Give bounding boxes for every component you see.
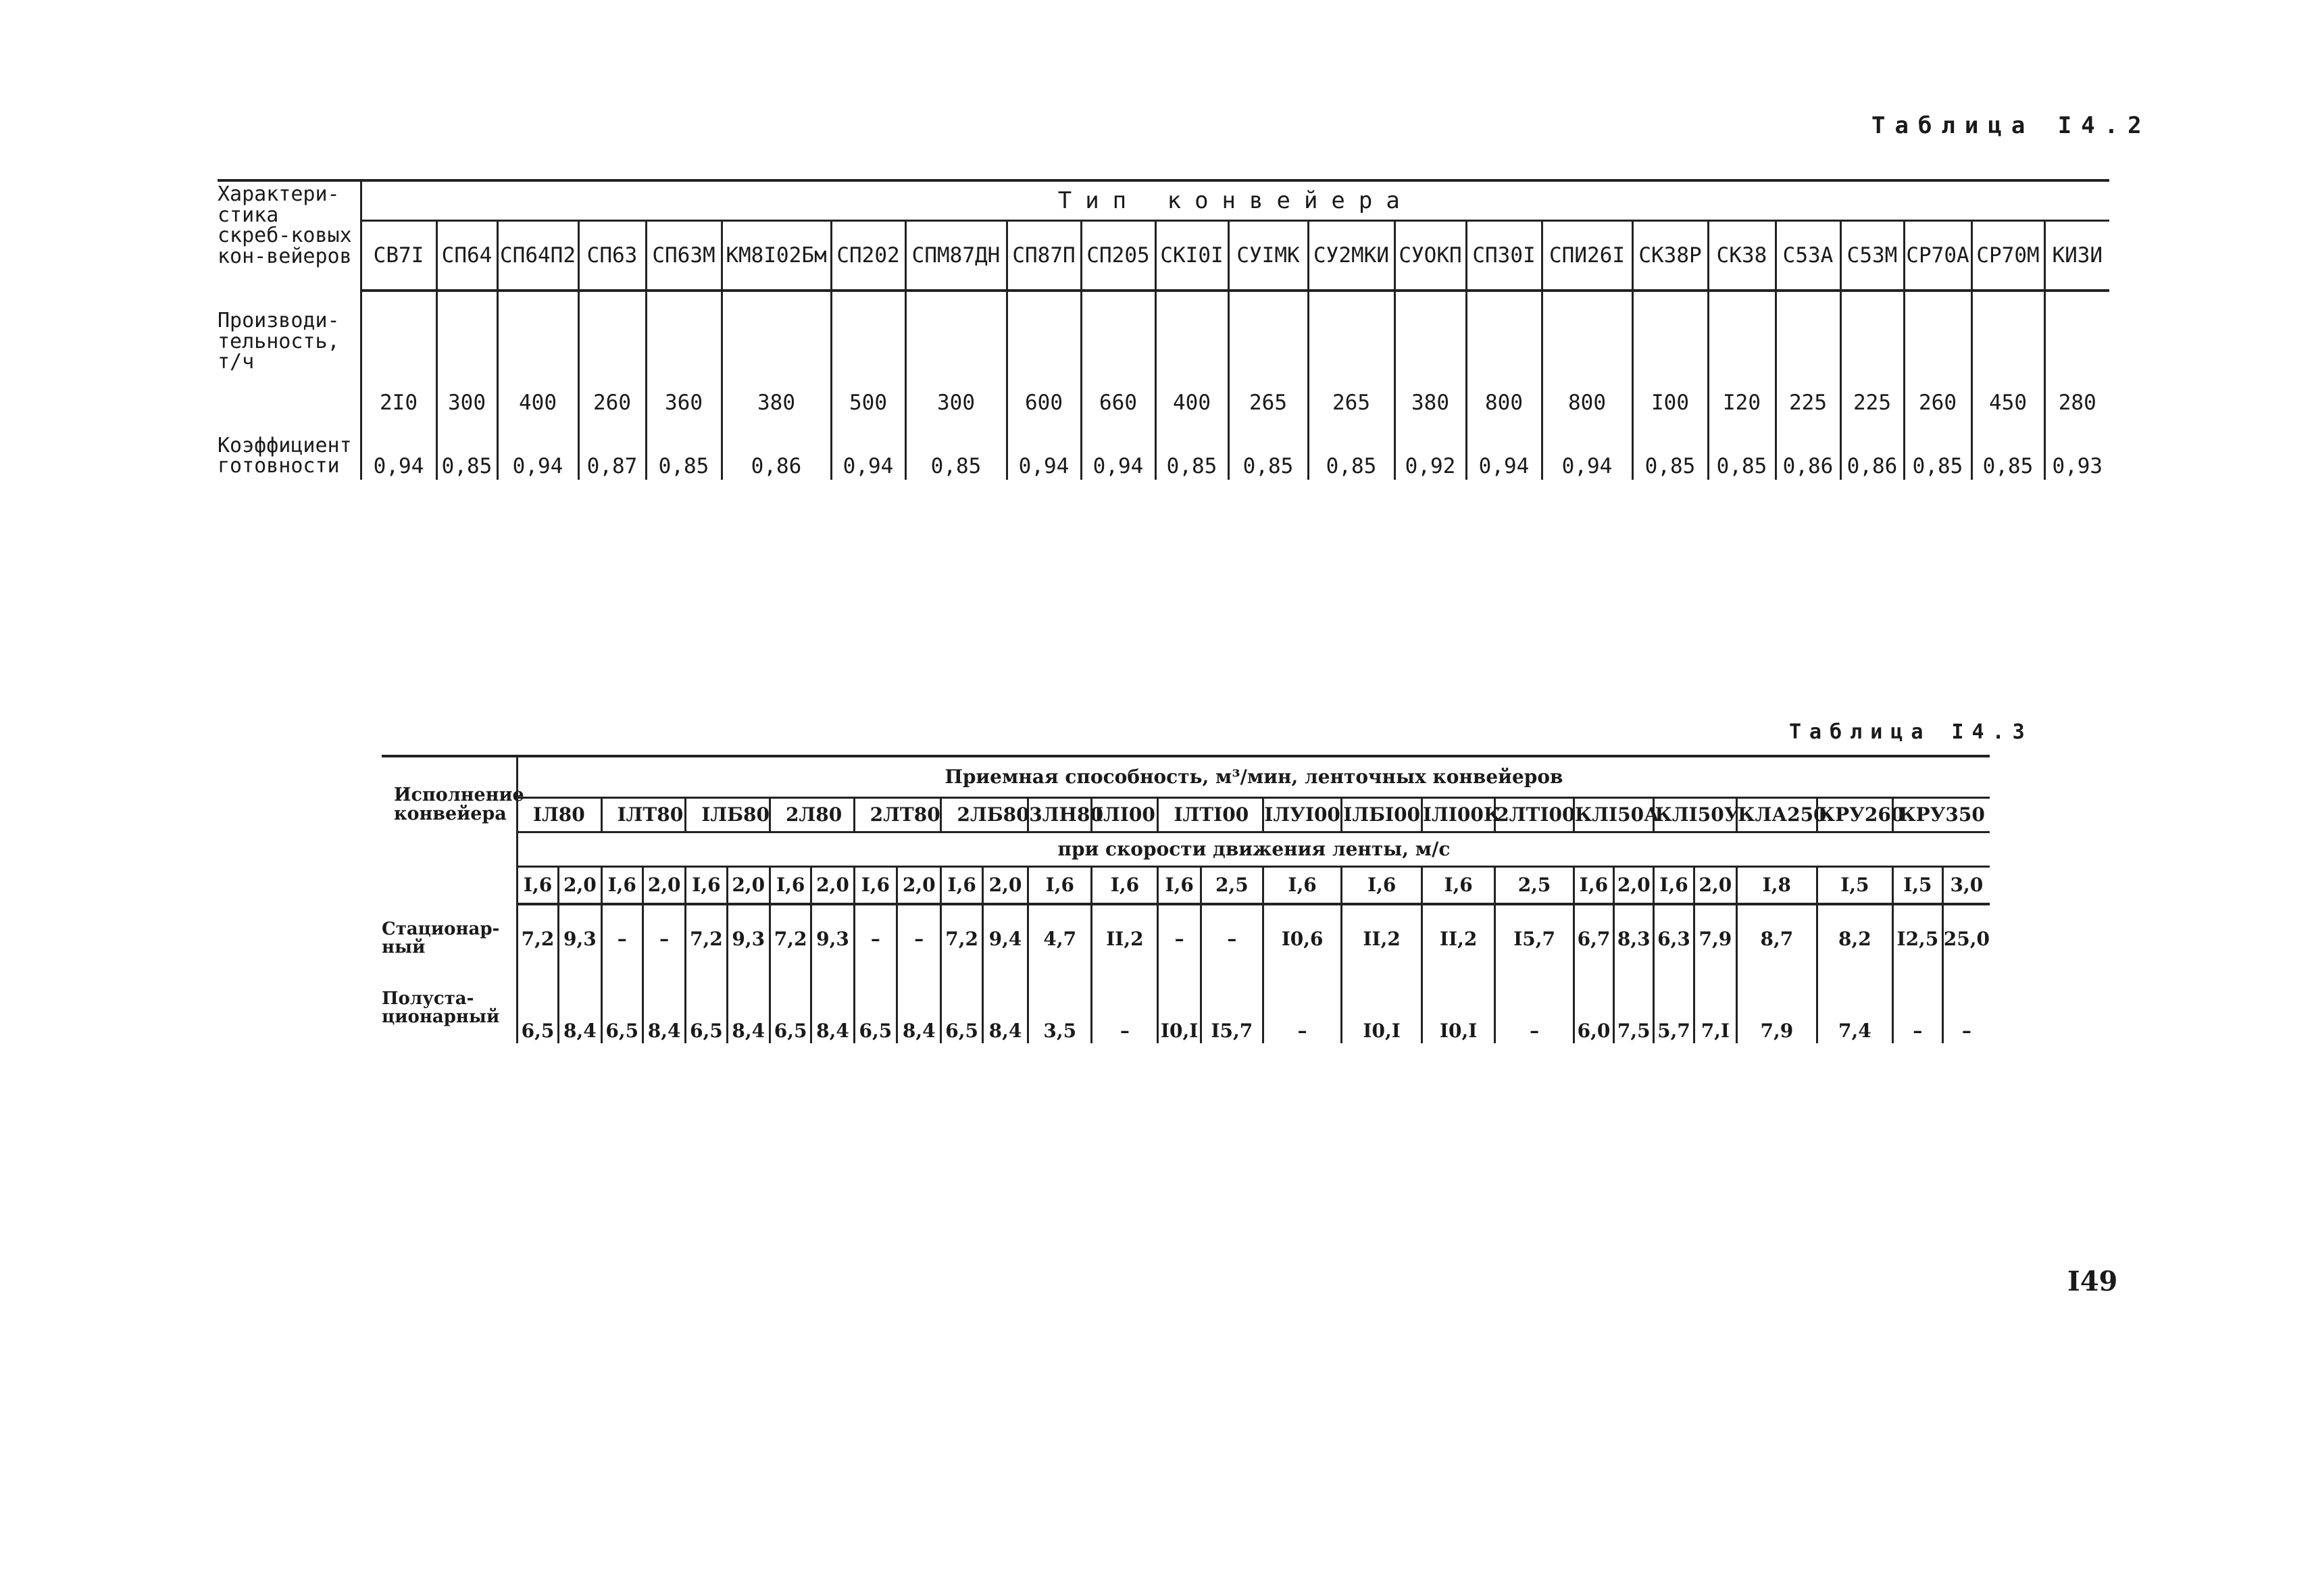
t143-cell: 7,5 — [1614, 973, 1654, 1043]
t143-cell: 7,4 — [1817, 973, 1892, 1043]
t142-model: СК38Р — [1632, 221, 1708, 291]
t143-cell: 7,2 — [941, 904, 982, 973]
t143-row-semistationary — [382, 973, 1990, 1043]
t142-cell: 380 — [1394, 291, 1466, 427]
t142-cell: 660 — [1081, 291, 1155, 427]
t142-cell: 0,85 — [1228, 427, 1308, 480]
t143-speed: I,8 — [1737, 867, 1817, 905]
t143-model: КЛI50А — [1574, 798, 1654, 832]
t142-cell: 0,85 — [1971, 427, 2044, 480]
t142-cell: 0,85 — [436, 427, 497, 480]
t142-cell: 0,86 — [1776, 427, 1840, 480]
t143-speed: 2,5 — [1495, 867, 1574, 905]
t143-model: IЛ80 — [517, 798, 601, 832]
t143-cell: 6,5 — [941, 973, 982, 1043]
t142-cell: 225 — [1840, 291, 1904, 427]
t142-cell: 265 — [1228, 291, 1308, 427]
t143-model: IЛБI00 — [1342, 798, 1422, 832]
t143-row-stationary — [382, 904, 1990, 973]
t142-model: СП205 — [1081, 221, 1155, 291]
t143-speed: I,6 — [941, 867, 982, 905]
t143-speed: 2,0 — [982, 867, 1028, 905]
t142-cell: 0,85 — [1904, 427, 1971, 480]
t143-cell: I0,I — [1422, 973, 1494, 1043]
t143-cell: 9,4 — [982, 904, 1028, 973]
t142-cell: 0,94 — [1466, 427, 1542, 480]
t143-cell: 8,4 — [727, 973, 770, 1043]
t143-model: IЛТ80 — [601, 798, 686, 832]
t142-cell: 300 — [905, 291, 1007, 427]
t143-speed: I,6 — [601, 867, 643, 905]
t143-model: 3ЛН80 — [1028, 798, 1092, 832]
t143-cell: 6,5 — [517, 973, 558, 1043]
t143-speed: 2,0 — [1614, 867, 1654, 905]
t143-speed: 2,0 — [1694, 867, 1736, 905]
t143-cell: 25,0 — [1942, 904, 1990, 973]
t143-cell: 7,2 — [770, 904, 811, 973]
page-number: I49 — [2067, 1266, 2118, 1297]
t142-cell: 2I0 — [361, 291, 436, 427]
t142-cell: 0,94 — [1542, 427, 1632, 480]
t142-row-label: Коэффициент готовности — [218, 433, 352, 478]
t142-cell: 0,94 — [497, 427, 578, 480]
t143-cell: I0,6 — [1263, 904, 1342, 973]
t143-speed: I,6 — [686, 867, 727, 905]
t143-model: 2ЛТI00 — [1495, 798, 1574, 832]
t143-model: IЛТI00 — [1158, 798, 1263, 832]
t143-speed: 2,0 — [559, 867, 601, 905]
t143-cell: 4,7 — [1028, 904, 1092, 973]
t142-cell: 0,85 — [646, 427, 722, 480]
t142-cell: 800 — [1466, 291, 1542, 427]
t143-cell: 7,2 — [686, 904, 727, 973]
t143-cell: – — [1495, 973, 1574, 1043]
t143-model: IЛБ80 — [686, 798, 770, 832]
t143-speed: I,6 — [1263, 867, 1342, 905]
t142-model: СП63М — [646, 221, 722, 291]
t143-speed-header: при скорости движения ленты, м/с — [517, 832, 1990, 867]
t143-cell: 6,5 — [854, 973, 897, 1043]
t143-cell: 9,3 — [559, 904, 601, 973]
t143-cell: – — [1893, 973, 1943, 1043]
t142-cell: 0,85 — [1632, 427, 1708, 480]
t143-cell: – — [1263, 973, 1342, 1043]
t143-cell: 9,3 — [811, 904, 854, 973]
t142-model: СР70М — [1971, 221, 2044, 291]
t142-cell: 450 — [1971, 291, 2044, 427]
t142-model: СК38 — [1708, 221, 1776, 291]
t142-cell: 0,87 — [578, 427, 646, 480]
t143-speed: 2,0 — [897, 867, 941, 905]
t143-cell: 5,7 — [1654, 973, 1694, 1043]
t142-model: СУ2МКИ — [1308, 221, 1394, 291]
t142-group-header: Тип конвейера — [361, 180, 2109, 221]
t143-speed: I,6 — [1422, 867, 1494, 905]
t143-speed: I,6 — [1028, 867, 1092, 905]
t142-cell: I20 — [1708, 291, 1776, 427]
t142-model: СП63 — [578, 221, 646, 291]
t143-cell: – — [1158, 904, 1201, 973]
t142-row-label: Производи-тельность, т/ч — [218, 309, 340, 374]
t143-speed: 3,0 — [1942, 867, 1990, 905]
t143-cell: – — [643, 904, 685, 973]
t142-cell: 0,94 — [1007, 427, 1081, 480]
t142-cell: 0,94 — [1081, 427, 1155, 480]
t142-model: СВ7I — [361, 221, 436, 291]
t142-cell: 0,85 — [905, 427, 1007, 480]
t143-cell: 9,3 — [727, 904, 770, 973]
t142-model: СП64П2 — [497, 221, 578, 291]
t142-model: С53М — [1840, 221, 1904, 291]
t143-speed: 2,0 — [643, 867, 685, 905]
t142-model: СПМ87ДН — [905, 221, 1007, 291]
t143-row-label: Стационар-ный — [382, 919, 500, 957]
t142-row-availability — [218, 427, 2109, 480]
t142-cell: 0,85 — [1708, 427, 1776, 480]
t142-cell: 0,92 — [1394, 427, 1466, 480]
t143-speed: 2,0 — [811, 867, 854, 905]
t143-model: КРУ260 — [1817, 798, 1892, 832]
table-14-2-caption: Таблица I4.2 — [1871, 112, 2151, 139]
t143-cell: 6,7 — [1574, 904, 1613, 973]
t143-cell: 7,I — [1694, 973, 1736, 1043]
t143-model-row — [382, 798, 1990, 832]
t142-model: СУОКП — [1394, 221, 1466, 291]
t143-cell: I0,I — [1342, 973, 1422, 1043]
t142-cell: 800 — [1542, 291, 1632, 427]
t142-cell: 0,85 — [1308, 427, 1394, 480]
t143-cell: 8,4 — [559, 973, 601, 1043]
t143-speed: 2,0 — [727, 867, 770, 905]
t143-speed: I,6 — [770, 867, 811, 905]
t143-cell: 7,9 — [1737, 973, 1817, 1043]
t142-model: СП30I — [1466, 221, 1542, 291]
t143-cell: – — [897, 904, 941, 973]
t143-model: IЛI00К — [1422, 798, 1494, 832]
table-14-3 — [382, 755, 1990, 1043]
t143-cell: 6,5 — [770, 973, 811, 1043]
t142-model: КИЗИ — [2044, 221, 2109, 291]
t143-cell: 3,5 — [1028, 973, 1092, 1043]
t143-cell: II,2 — [1342, 904, 1422, 973]
t143-speed: I,6 — [1654, 867, 1694, 905]
t143-cell: 8,4 — [897, 973, 941, 1043]
t143-cell: 8,2 — [1817, 904, 1892, 973]
t143-model: 2ЛБ80 — [941, 798, 1028, 832]
t143-speed: I,6 — [517, 867, 558, 905]
t143-cell: 8,4 — [643, 973, 685, 1043]
t142-cell: 0,85 — [1155, 427, 1228, 480]
t143-cell: I5,7 — [1495, 904, 1574, 973]
t142-cell: 0,94 — [361, 427, 436, 480]
t143-cell: I5,7 — [1201, 973, 1263, 1043]
t143-row-header: Исполнение конвейера — [382, 756, 517, 904]
t143-cell: II,2 — [1092, 904, 1158, 973]
t143-speed: I,6 — [1342, 867, 1422, 905]
t143-cell: – — [601, 904, 643, 973]
t142-model: СП64 — [436, 221, 497, 291]
t143-speed: I,6 — [854, 867, 897, 905]
t143-model: IЛI00 — [1092, 798, 1158, 832]
t142-cell: 380 — [722, 291, 831, 427]
t143-model: IЛУI00 — [1263, 798, 1342, 832]
t143-speed: 2,5 — [1201, 867, 1263, 905]
t142-cell: 265 — [1308, 291, 1394, 427]
t142-cell: 260 — [578, 291, 646, 427]
t142-model: С53А — [1776, 221, 1840, 291]
t142-model: СП202 — [831, 221, 905, 291]
t142-cell: 260 — [1904, 291, 1971, 427]
t142-cell: 225 — [1776, 291, 1840, 427]
t143-group-header: Приемная способность, м³/мин, ленточных конвейеров — [517, 756, 1990, 798]
t143-model: КЛI50У — [1654, 798, 1737, 832]
t142-cell: 0,86 — [722, 427, 831, 480]
t143-cell: – — [854, 904, 897, 973]
t143-cell: – — [1092, 973, 1158, 1043]
t143-speed-row — [382, 867, 1990, 905]
t142-cell: 400 — [497, 291, 578, 427]
t142-model-row — [218, 221, 2109, 291]
t143-cell: 7,2 — [517, 904, 558, 973]
t143-cell: II,2 — [1422, 904, 1494, 973]
t143-model: 2ЛТ80 — [854, 798, 941, 832]
t142-cell: 360 — [646, 291, 722, 427]
t142-model: СП87П — [1007, 221, 1081, 291]
t142-model: СР70А — [1904, 221, 1971, 291]
t142-model: СПИ26I — [1542, 221, 1632, 291]
t142-cell: 0,94 — [831, 427, 905, 480]
t142-model: СУIМК — [1228, 221, 1308, 291]
t142-cell: 0,86 — [1840, 427, 1904, 480]
t143-model: 2Л80 — [770, 798, 854, 832]
t142-cell: 0,93 — [2044, 427, 2109, 480]
t143-cell: 8,7 — [1737, 904, 1817, 973]
t143-cell: – — [1942, 973, 1990, 1043]
t143-cell: 8,3 — [1614, 904, 1654, 973]
t142-cell: 280 — [2044, 291, 2109, 427]
t143-speed: I,6 — [1574, 867, 1613, 905]
t143-cell: – — [1201, 904, 1263, 973]
t143-cell: 6,5 — [686, 973, 727, 1043]
t143-cell: 8,4 — [982, 973, 1028, 1043]
t142-model: СКI0I — [1155, 221, 1228, 291]
t143-speed: I,5 — [1817, 867, 1892, 905]
t142-row-header: Характери-стика скреб-ковых кон-вейеров — [218, 180, 361, 291]
t143-model: КЛА250 — [1737, 798, 1817, 832]
table-14-2 — [218, 179, 2109, 480]
t142-cell: 300 — [436, 291, 497, 427]
t143-speed: I,6 — [1158, 867, 1201, 905]
t142-cell: I00 — [1632, 291, 1708, 427]
t142-cell: 600 — [1007, 291, 1081, 427]
t143-cell: 6,3 — [1654, 904, 1694, 973]
t142-model: КМ8I02Бм — [722, 221, 831, 291]
t143-speed: I,6 — [1092, 867, 1158, 905]
table-14-3-caption: Таблица I4.3 — [1789, 720, 2033, 744]
t142-cell: 400 — [1155, 291, 1228, 427]
t143-cell: 7,9 — [1694, 904, 1736, 973]
t142-row-performance — [218, 291, 2109, 427]
t142-cell: 500 — [831, 291, 905, 427]
t143-cell: I2,5 — [1893, 904, 1943, 973]
t143-cell: I0,I — [1158, 973, 1201, 1043]
t143-row-label: Полуста-ционарный — [382, 989, 500, 1027]
t143-model: КРУ350 — [1893, 798, 1990, 832]
t143-cell: 8,4 — [811, 973, 854, 1043]
t143-cell: 6,0 — [1574, 973, 1613, 1043]
t143-speed: I,5 — [1893, 867, 1943, 905]
t143-cell: 6,5 — [601, 973, 643, 1043]
